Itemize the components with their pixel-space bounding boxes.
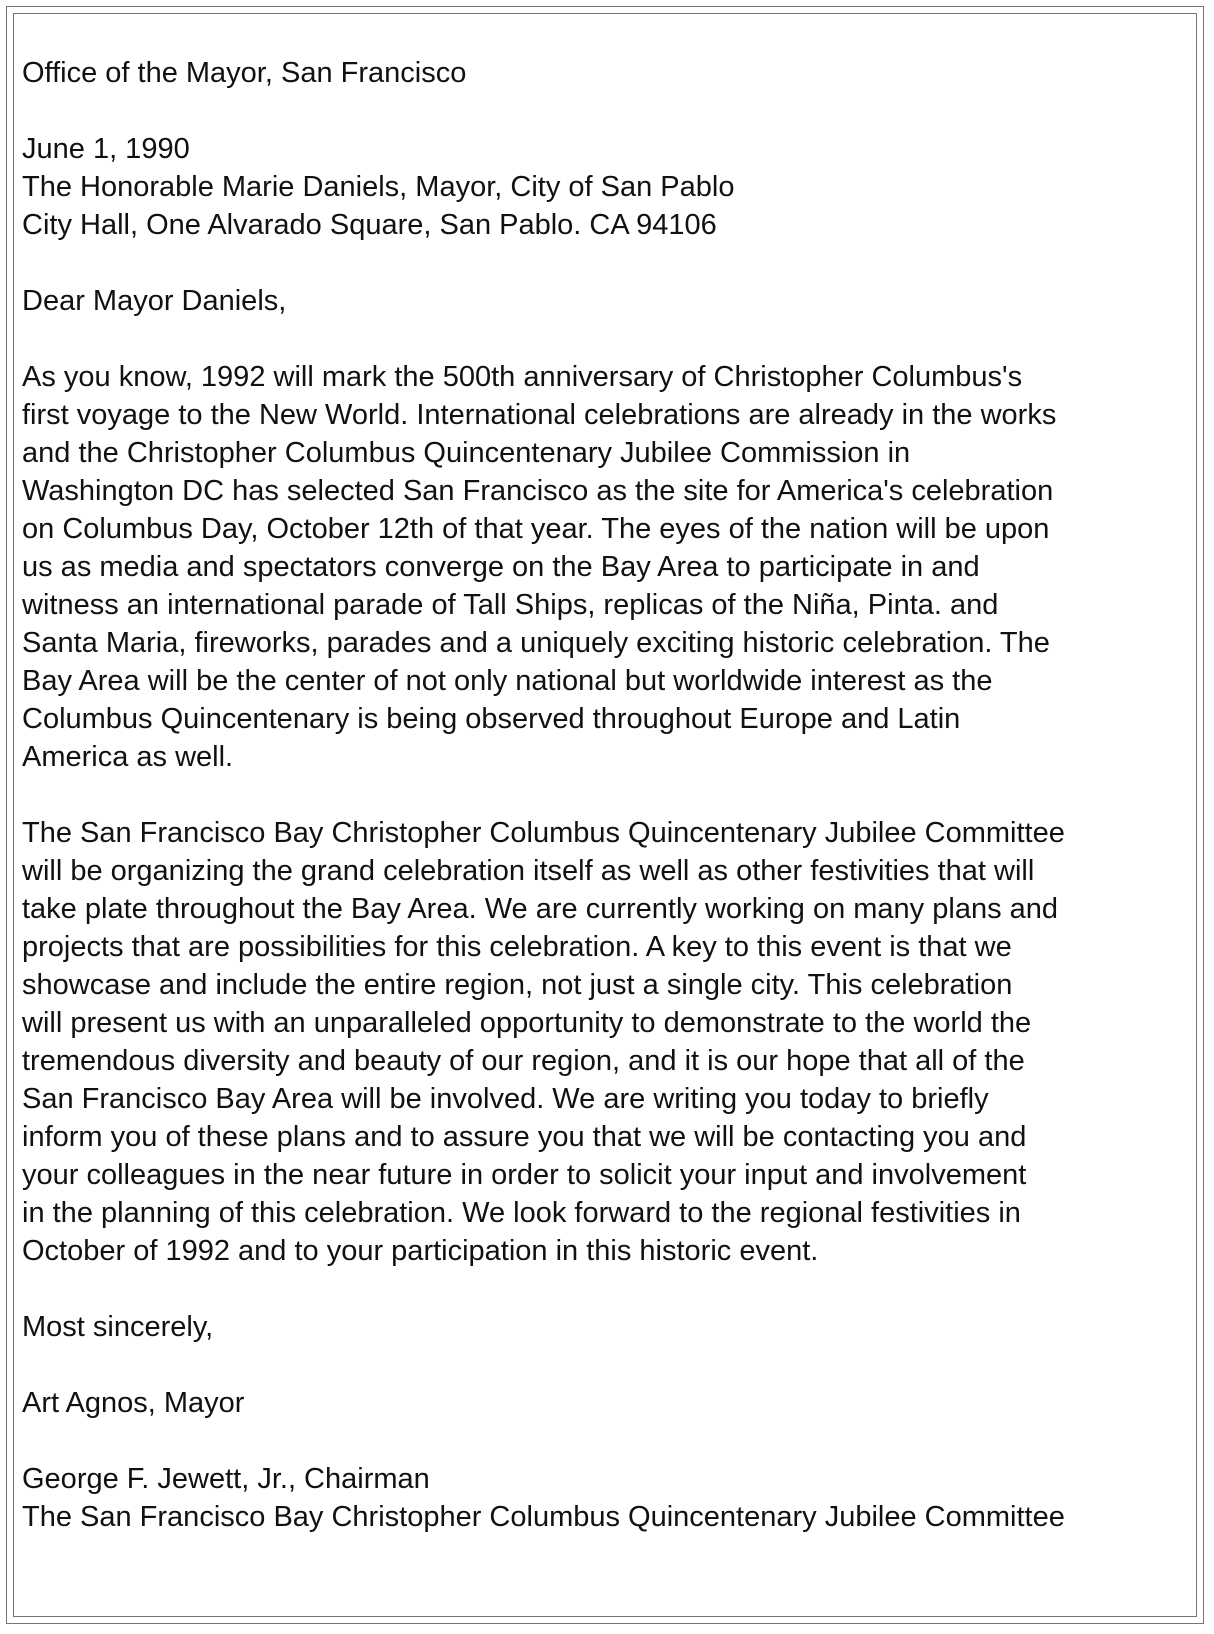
paragraph-line: October of 1992 and to your participation in this historic event. xyxy=(22,1235,819,1267)
spacer xyxy=(22,1422,1197,1460)
paragraph-line: showcase and include the entire region, not just a single city. This celebration xyxy=(22,969,1013,1001)
signature-chair-name: George F. Jewett, Jr., Chairman xyxy=(22,1463,430,1495)
closing: Most sincerely, xyxy=(22,1311,214,1343)
spacer xyxy=(22,776,1197,814)
spacer xyxy=(22,1270,1197,1308)
spacer xyxy=(22,244,1197,282)
salutation: Dear Mayor Daniels, xyxy=(22,285,287,317)
paragraph-line: on Columbus Day, October 12th of that year. The eyes of the nation will be upon xyxy=(22,513,1050,545)
paragraph-line: and the Christopher Columbus Quincentenary Jubilee Commission in xyxy=(22,437,911,469)
paragraph-line: will present us with an unparalleled opportunity to demonstrate to the world the xyxy=(22,1007,1032,1039)
spacer xyxy=(22,92,1197,130)
paragraph-line: As you know, 1992 will mark the 500th anniversary of Christopher Columbus's xyxy=(22,361,1023,393)
paragraph-line: in the planning of this celebration. We look forward to the regional festivities in xyxy=(22,1197,1021,1229)
paragraph-line: Columbus Quincentenary is being observed throughout Europe and Latin xyxy=(22,703,961,735)
office-heading: Office of the Mayor, San Francisco xyxy=(22,57,467,89)
paragraph-line: us as media and spectators converge on the Bay Area to participate in and xyxy=(22,551,980,583)
spacer xyxy=(22,1346,1197,1384)
paragraph-line: witness an international parade of Tall Ships, replicas of the Niña, Pinta. and xyxy=(22,589,999,621)
spacer xyxy=(22,320,1197,358)
paragraph-line: projects that are possibilities for this celebration. A key to this event is that we xyxy=(22,931,1012,963)
paragraph-line: Santa Maria, fireworks, parades and a uniquely exciting historic celebration. The xyxy=(22,627,1050,659)
paragraph-line: will be organizing the grand celebration itself as well as other festivities that will xyxy=(22,855,1035,887)
paragraph-line: The San Francisco Bay Christopher Columbus Quincentenary Jubilee Committee xyxy=(22,817,1065,849)
recipient-name: The Honorable Marie Daniels, Mayor, City of San Pablo xyxy=(22,171,735,203)
paragraph-line: Washington DC has selected San Francisco as the site for America's celebration xyxy=(22,475,1054,507)
paragraph-line: San Francisco Bay Area will be involved. We are writing you today to briefly xyxy=(22,1083,989,1115)
paragraph-line: Bay Area will be the center of not only national but worldwide interest as the xyxy=(22,665,993,697)
letter-date: June 1, 1990 xyxy=(22,133,190,165)
paragraph-line: first voyage to the New World. International celebrations are already in the works xyxy=(22,399,1057,431)
letter-body xyxy=(22,54,1197,1536)
paragraph-line: inform you of these plans and to assure you that we will be contacting you and xyxy=(22,1121,1027,1153)
recipient-address: City Hall, One Alvarado Square, San Pablo. CA 94106 xyxy=(22,209,717,241)
signature-chair-org: The San Francisco Bay Christopher Columbus Quincentenary Jubilee Committee xyxy=(22,1501,1065,1533)
paragraph-line: America as well. xyxy=(22,741,234,773)
paragraph-2 xyxy=(22,814,1197,1270)
paragraph-line: tremendous diversity and beauty of our region, and it is our hope that all of the xyxy=(22,1045,1025,1077)
paragraph-line: take plate throughout the Bay Area. We are currently working on many plans and xyxy=(22,893,1059,925)
paragraph-1 xyxy=(22,358,1197,776)
signature-mayor: Art Agnos, Mayor xyxy=(22,1387,245,1419)
paragraph-line: your colleagues in the near future in order to solicit your input and involvement xyxy=(22,1159,1027,1191)
